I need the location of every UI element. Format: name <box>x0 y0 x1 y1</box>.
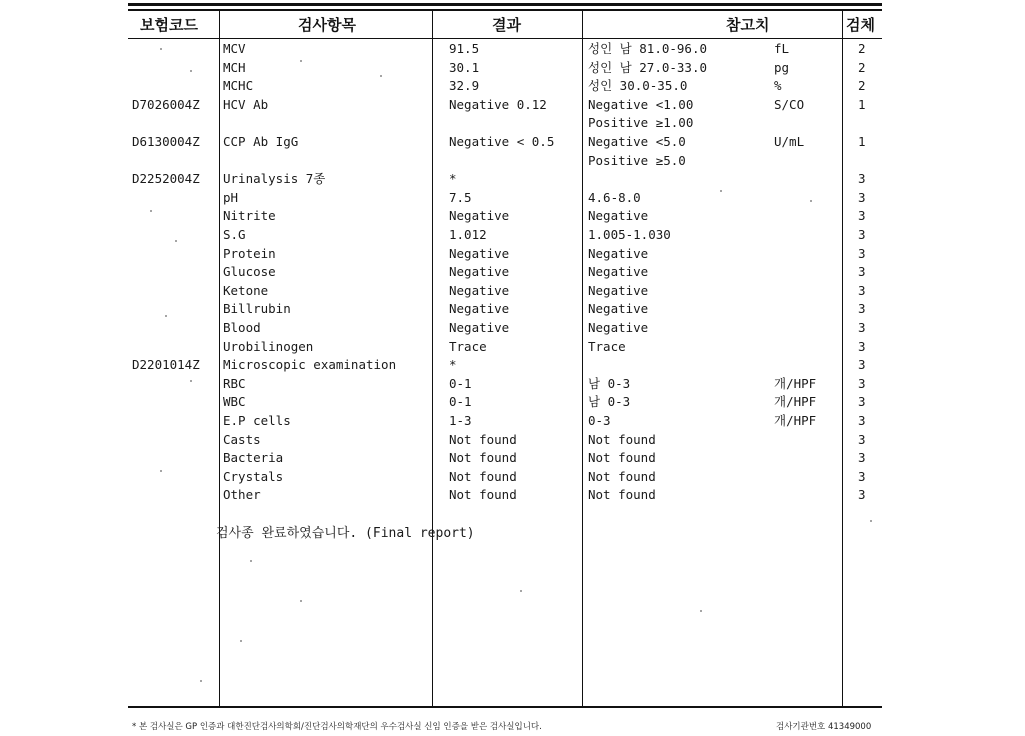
row-reference: Not found <box>588 431 656 447</box>
row-specimen: 3 <box>858 450 866 466</box>
row-item: CCP Ab IgG <box>223 134 299 149</box>
table-row <box>0 339 1025 357</box>
row-specimen: 3 <box>858 338 866 354</box>
row-reference: Negative <box>588 208 649 224</box>
row-reference: 0-3 <box>588 413 611 428</box>
row-specimen: 3 <box>858 171 866 187</box>
row-result: Negative <box>449 264 510 280</box>
row-item: MCHC <box>223 78 254 94</box>
table-row <box>0 190 1025 208</box>
table-row <box>0 301 1025 319</box>
row-code: D2201014Z <box>132 357 200 373</box>
row-specimen: 2 <box>858 59 866 75</box>
row-reference: Negative <box>588 320 649 335</box>
table-row <box>0 208 1025 226</box>
row-specimen: 3 <box>858 264 866 280</box>
row-reference: Negative <box>588 282 649 298</box>
row-specimen: 3 <box>858 375 866 391</box>
row-specimen: 1 <box>858 134 866 149</box>
row-result: Not found <box>449 487 517 503</box>
row-reference: Negative <box>588 301 649 317</box>
row-result: 1-3 <box>449 413 472 428</box>
row-result: 0-1 <box>449 375 472 391</box>
row-item: RBC <box>223 375 246 391</box>
table-row <box>0 432 1025 450</box>
bottom-rule <box>128 706 882 708</box>
header-code: 보험코드 <box>140 16 198 34</box>
footer-number: 검사기관번호 41349000 <box>776 722 872 732</box>
table-row <box>0 115 1025 133</box>
row-item: Urobilinogen <box>223 338 314 354</box>
row-specimen: 2 <box>858 78 866 94</box>
row-result: Negative <box>449 282 510 298</box>
top-rule-thick <box>128 3 882 6</box>
table-row <box>0 487 1025 505</box>
row-item: Ketone <box>223 282 269 298</box>
row-reference: Not found <box>588 450 656 466</box>
footer-note: * 본 검사실은 GP 인증과 대한진단검사의학회/진단검사의학재단의 우수검사실 신임 인증을 받은 검사실입니다. <box>132 722 542 732</box>
row-reference: 성인 30.0-35.0 <box>588 78 688 94</box>
table-row <box>0 264 1025 282</box>
table-row <box>0 60 1025 78</box>
row-specimen: 3 <box>858 282 866 298</box>
row-specimen: 3 <box>858 245 866 261</box>
row-specimen: 3 <box>858 227 866 242</box>
row-item: pH <box>223 189 239 205</box>
table-row <box>0 171 1025 189</box>
header-rule <box>128 38 882 39</box>
row-result: Negative 0.12 <box>449 96 547 112</box>
table-row <box>0 153 1025 171</box>
table-row <box>0 357 1025 375</box>
table-row <box>0 413 1025 431</box>
row-result: Negative <box>449 320 510 335</box>
row-specimen: 3 <box>858 301 866 317</box>
row-result: Not found <box>449 431 517 447</box>
row-result: * <box>449 171 457 187</box>
header-reference: 참고치 <box>726 16 770 34</box>
row-specimen: 1 <box>858 96 866 112</box>
row-reference: Positive ≥1.00 <box>588 115 694 131</box>
row-reference: 1.005-1.030 <box>588 227 671 242</box>
row-code: D6130004Z <box>132 134 200 149</box>
row-reference: 남 0-3 <box>588 394 631 410</box>
table-row <box>0 283 1025 301</box>
table-row <box>0 246 1025 264</box>
table-row <box>0 97 1025 115</box>
row-reference: 4.6-8.0 <box>588 189 641 205</box>
row-result: Trace <box>449 338 487 354</box>
table-row <box>0 469 1025 487</box>
header-item: 검사항목 <box>298 16 356 34</box>
header-result: 결과 <box>492 16 521 34</box>
row-result: Not found <box>449 468 517 484</box>
row-reference: Negative <box>588 245 649 261</box>
row-reference: Not found <box>588 468 656 484</box>
row-reference: 남 0-3 <box>588 375 631 391</box>
row-code: D7026004Z <box>132 96 200 112</box>
row-unit: pg <box>774 59 790 75</box>
row-specimen: 3 <box>858 431 866 447</box>
row-unit: 개/HPF <box>774 375 817 391</box>
table-row <box>0 450 1025 468</box>
row-unit: S/CO <box>774 96 805 112</box>
row-unit: U/mL <box>774 134 805 149</box>
row-result: 1.012 <box>449 227 487 242</box>
row-item: Crystals <box>223 468 284 484</box>
row-reference: Negative <1.00 <box>588 96 694 112</box>
row-result: 30.1 <box>449 59 480 75</box>
table-row <box>0 41 1025 59</box>
row-result: Negative <box>449 208 510 224</box>
header-specimen: 검체 <box>846 16 875 34</box>
row-specimen: 3 <box>858 487 866 503</box>
row-specimen: 3 <box>858 468 866 484</box>
row-item: HCV Ab <box>223 96 269 112</box>
row-specimen: 2 <box>858 41 866 56</box>
row-item: E.P cells <box>223 413 291 428</box>
row-result: Negative <box>449 245 510 261</box>
row-reference: 성인 남 27.0-33.0 <box>588 59 708 75</box>
table-row <box>0 394 1025 412</box>
row-item: Microscopic examination <box>223 357 397 373</box>
row-specimen: 3 <box>858 189 866 205</box>
row-item: Billrubin <box>223 301 291 317</box>
table-row <box>0 134 1025 152</box>
row-result: * <box>449 357 457 373</box>
row-result: 7.5 <box>449 189 472 205</box>
row-unit: fL <box>774 41 790 56</box>
table-row <box>0 227 1025 245</box>
row-reference: Negative <5.0 <box>588 134 686 149</box>
row-item: WBC <box>223 394 246 410</box>
top-rule <box>128 9 882 11</box>
table-row <box>0 78 1025 96</box>
row-reference: Positive ≥5.0 <box>588 152 686 168</box>
row-result: 0-1 <box>449 394 472 410</box>
row-specimen: 3 <box>858 394 866 410</box>
row-specimen: 3 <box>858 357 866 373</box>
row-item: Other <box>223 487 261 503</box>
row-reference: Not found <box>588 487 656 503</box>
final-report-note: 검사종 완료하였습니다. (Final report) <box>216 526 475 541</box>
row-item: MCH <box>223 59 246 75</box>
row-item: Protein <box>223 245 276 261</box>
row-unit: 개/HPF <box>774 413 817 428</box>
row-code: D2252004Z <box>132 171 200 187</box>
table-row <box>0 320 1025 338</box>
row-item: Nitrite <box>223 208 276 224</box>
row-item: Blood <box>223 320 261 335</box>
row-result: 32.9 <box>449 78 480 94</box>
row-specimen: 3 <box>858 413 866 428</box>
row-specimen: 3 <box>858 320 866 335</box>
row-specimen: 3 <box>858 208 866 224</box>
row-reference: 성인 남 81.0-96.0 <box>588 41 708 56</box>
row-reference: Trace <box>588 338 626 354</box>
table-row <box>0 376 1025 394</box>
row-unit: % <box>774 78 782 94</box>
row-item: S.G <box>223 227 246 242</box>
row-item: Casts <box>223 431 261 447</box>
row-result: Negative <box>449 301 510 317</box>
row-item: Urinalysis 7종 <box>223 171 326 187</box>
row-reference: Negative <box>588 264 649 280</box>
row-result: Negative < 0.5 <box>449 134 555 149</box>
row-result: 91.5 <box>449 41 480 56</box>
row-item: MCV <box>223 41 246 56</box>
row-unit: 개/HPF <box>774 394 817 410</box>
row-item: Glucose <box>223 264 276 280</box>
row-result: Not found <box>449 450 517 466</box>
row-item: Bacteria <box>223 450 284 466</box>
